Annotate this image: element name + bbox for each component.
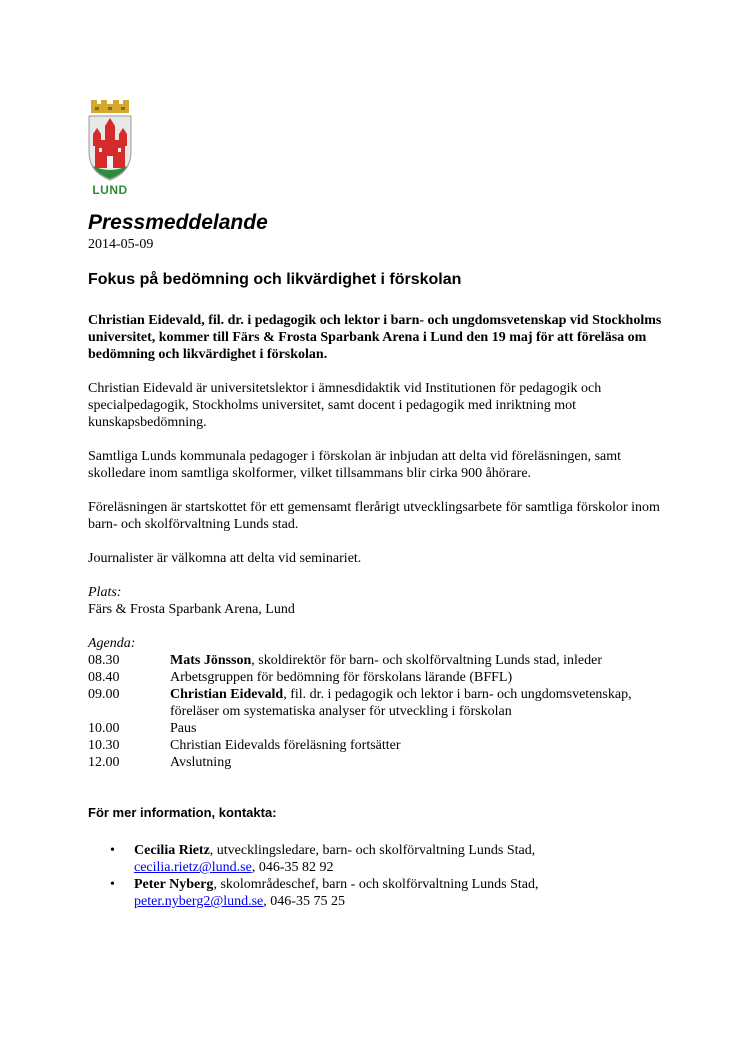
contact-role: , skolområdeschef, barn - och skolförvaltning Lunds Stad, — [213, 877, 539, 892]
agenda-label: Agenda: — [88, 636, 136, 651]
agenda-description — [170, 652, 650, 669]
bullet-icon: • — [110, 877, 115, 892]
agenda-row — [88, 686, 650, 720]
paragraph: Samtliga Lunds kommunala pedagoger i förskolan är inbjudan att delta vid föreläsningen, samt skolledare inom samtliga skolformer, vilket tillsammans blir cirka 900 åhörare. — [88, 449, 622, 481]
contact-list — [88, 842, 663, 910]
logo-text: LUND — [92, 183, 128, 197]
contact-email-link[interactable]: cecilia.rietz@lund.se — [134, 860, 252, 875]
agenda-row — [88, 720, 650, 737]
agenda-row — [88, 737, 650, 754]
place-label: Plats: — [88, 585, 122, 600]
agenda-row — [88, 754, 650, 771]
agenda-time: 09.00 — [88, 687, 120, 702]
contact-phone: , 046-35 82 92 — [251, 860, 334, 875]
agenda-time: 08.40 — [88, 670, 120, 685]
contact-phone: , 046-35 75 25 — [263, 894, 345, 909]
agenda-description — [170, 754, 650, 771]
contact-email-link[interactable]: peter.nyberg2@lund.se — [134, 894, 264, 909]
agenda-text: , fil. dr. i pedagogik och lektor i barn- och ungdomsvetenskap, föreläser om systematiska analyser för utveckling i förskolan — [170, 687, 632, 719]
contact-name: Cecilia Rietz — [134, 843, 210, 858]
agenda-table — [88, 652, 650, 771]
contact-item — [110, 842, 663, 876]
contact-name: Peter Nyberg — [134, 877, 214, 892]
document-body — [88, 210, 663, 910]
contact-item — [110, 876, 663, 910]
lead-paragraph: Christian Eidevald, fil. dr. i pedagogik och lektor i barn- och ungdomsvetenskap vid Stockholms universitet, kommer till Färs & Frosta Sparbank Arena i Lund den 19 maj för att föreläsa om bedömning och likvärdighet i förskolan. — [88, 313, 662, 362]
agenda-description — [170, 720, 650, 737]
agenda-text: Paus — [170, 721, 197, 736]
agenda-time: 10.30 — [88, 738, 120, 753]
agenda-description — [170, 686, 650, 720]
document-title: Pressmeddelande — [88, 211, 268, 234]
agenda-text: Arbetsgruppen för bedömning för förskolans lärande (BFFL) — [170, 670, 513, 685]
agenda-time: 12.00 — [88, 755, 120, 770]
agenda-speaker: Christian Eidevald — [170, 687, 284, 702]
agenda-text: Avslutning — [170, 755, 232, 770]
contact-heading: För mer information, kontakta: — [88, 805, 277, 820]
agenda-text: Christian Eidevalds föreläsning fortsätter — [170, 738, 401, 753]
document-date: 2014-05-09 — [88, 237, 154, 252]
agenda-time: 08.30 — [88, 653, 120, 668]
paragraph: Christian Eidevald är universitetslektor i ämnesdidaktik vid Institutionen för pedagogik och specialpedagogik, Stockholms universitet, samt docent i pedagogik med inriktning mot kunskapsbedömning. — [88, 381, 602, 430]
agenda-description — [170, 669, 650, 686]
agenda-text: , skoldirektör för barn- och skolförvaltning Lunds stad, inleder — [251, 653, 602, 668]
agenda-description — [170, 737, 650, 754]
headline: Fokus på bedömning och likvärdighet i förskolan — [88, 271, 462, 288]
bullet-icon: • — [110, 843, 115, 858]
paragraph: Föreläsningen är startskottet för ett gemensamt flerårigt utvecklingsarbete för samtliga förskolor inom barn- och skolförvaltning Lunds stad. — [88, 500, 660, 532]
agenda-row — [88, 652, 650, 669]
agenda-speaker: Mats Jönsson — [170, 653, 252, 668]
coat-of-arms-icon — [85, 100, 135, 182]
agenda-time: 10.00 — [88, 721, 120, 736]
place-value: Färs & Frosta Sparbank Arena, Lund — [88, 602, 295, 617]
agenda-row — [88, 669, 650, 686]
paragraph: Journalister är välkomna att delta vid seminariet. — [88, 551, 362, 566]
lund-coat-of-arms-logo — [85, 100, 135, 200]
contact-role: , utvecklingsledare, barn- och skolförvaltning Lunds Stad, — [209, 843, 536, 858]
